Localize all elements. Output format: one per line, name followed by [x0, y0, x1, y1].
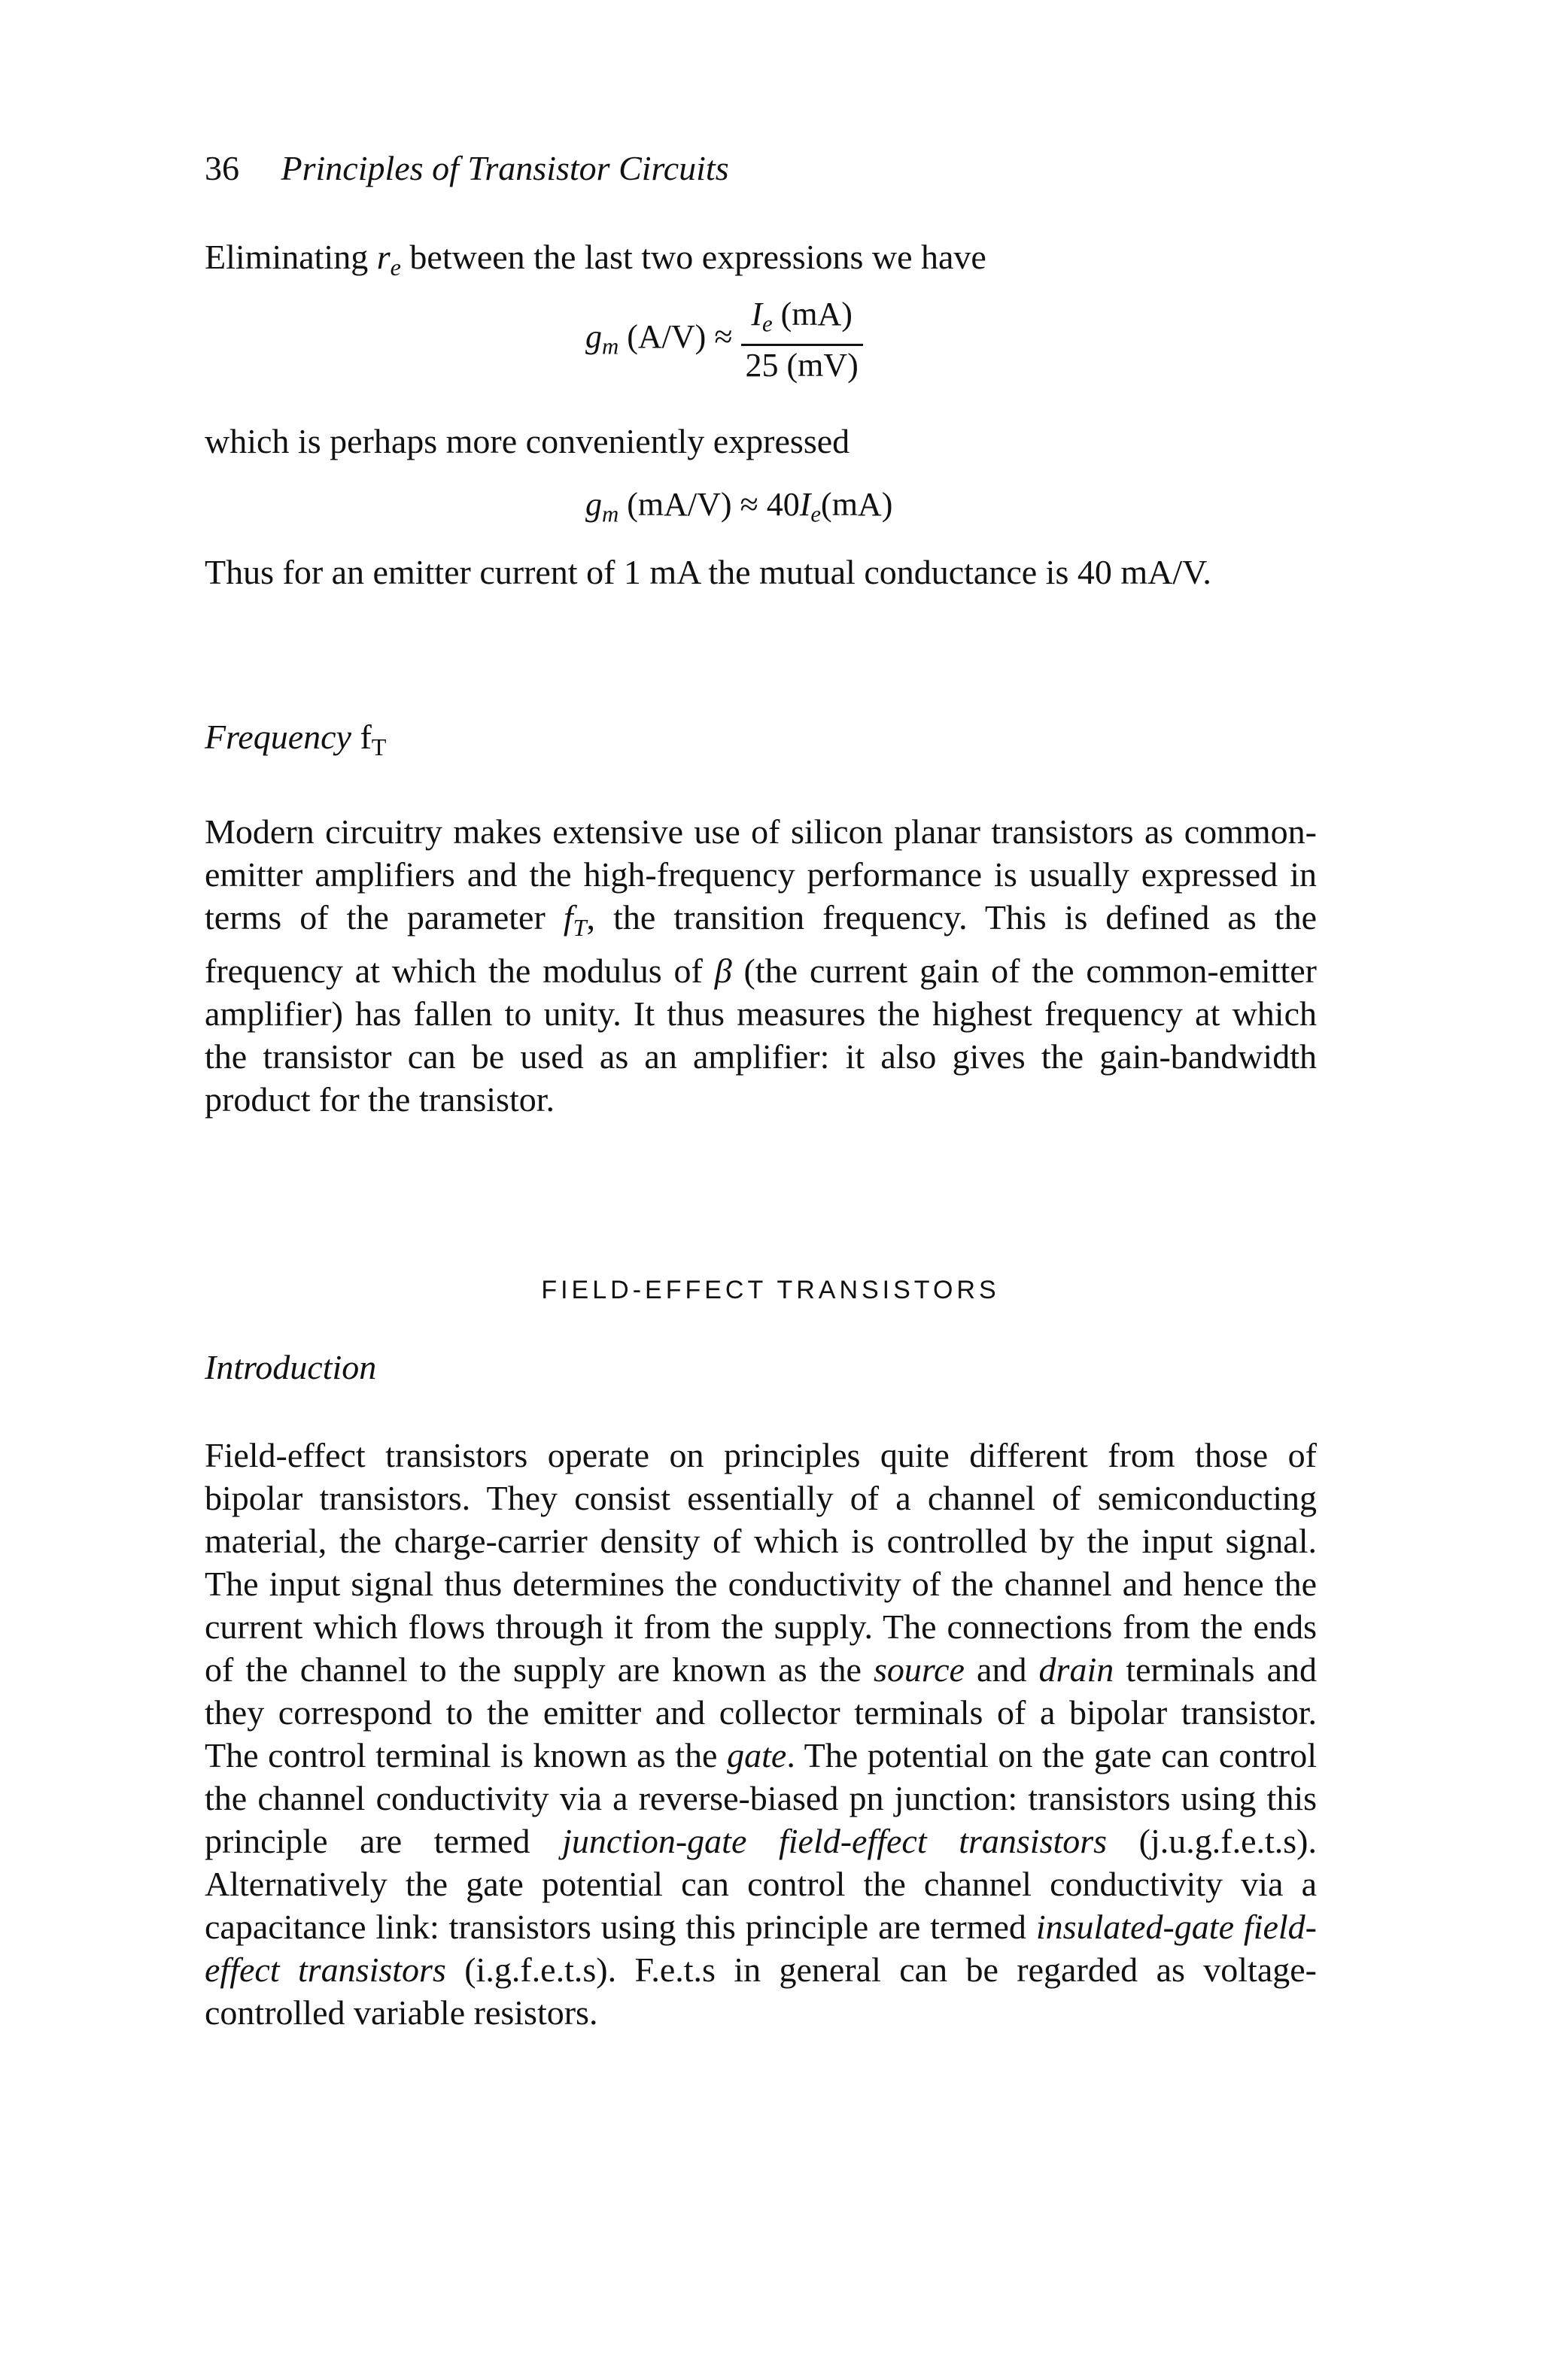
eq2-unit: (mA) — [821, 486, 893, 523]
freq-text-1: Modern circuitry makes extensive use of silicon planar transistors as common-emitter amplifiers and the high-frequency performance is usually expressed in terms of the parameter — [205, 812, 1317, 937]
freq-symbol-sub: T — [573, 914, 587, 942]
eq2-approx: ≈ — [740, 486, 758, 523]
eq1-lhs: g — [585, 317, 602, 355]
subsection-title: Introduction — [205, 1348, 377, 1386]
running-header — [205, 147, 729, 190]
freq-symbol: f — [563, 898, 573, 937]
eq2-lhs: g — [585, 486, 602, 523]
fet-text-1: Field-effect transistors operate on principles quite different from those of bipolar transistors. They consist essentially of a channel of semiconducting material, the charge-carrier density of which is controlled by the input signal. The input signal thus determines the conductivity of the channel and hence the current which flows through it from the supply. The connections from the ends of the channel to the supply are known as the — [205, 1436, 1317, 1689]
beta-symbol: β — [714, 952, 732, 991]
term-igfet: insulated-gate field-effect transistors — [205, 1908, 1317, 1989]
eq1-num-sub: e — [761, 311, 773, 337]
eq2-coef: 40 — [766, 486, 800, 523]
eq1-fraction — [741, 295, 863, 385]
section-title: FIELD-EFFECT TRANSISTORS — [541, 1276, 1000, 1304]
frequency-heading-symbol-sub: T — [371, 733, 387, 761]
frequency-paragraph — [205, 810, 1317, 1121]
eq1-lhs-unit: (A/V) — [627, 317, 707, 355]
eq1-num-unit: (mA) — [780, 296, 853, 332]
thus-paragraph: Thus for an emitter current of 1 mA the mutual conductance is 40 mA/V. — [205, 553, 1211, 591]
var-r-sub: e — [390, 253, 401, 281]
term-source: source — [874, 1650, 965, 1689]
var-r: r — [376, 238, 391, 276]
eq1-num-var: I — [751, 296, 762, 332]
equation-gm-milliamps — [585, 485, 892, 534]
page-number: 36 — [205, 149, 239, 187]
freq-text-3: (the current gain of the common-emitter amplifier) has fallen to unity. It thus measures the highest frequency at which the transistor can be used as an amplifier: it also gives the gain-bandwidth product for the transistor. — [205, 952, 1317, 1119]
freq-text-2: , the transition frequency. This is defined as the frequency at which the modulus of — [205, 898, 1317, 991]
eq2-var-sub: e — [810, 501, 822, 527]
term-gate: gate — [727, 1736, 787, 1774]
eq2-var: I — [799, 486, 811, 523]
fet-paragraph — [205, 1434, 1317, 2034]
mid-text: which is perhaps more conveniently expressed — [205, 422, 850, 460]
fet-text-2: and — [964, 1650, 1039, 1689]
eq1-approx: ≈ — [714, 317, 733, 355]
eq1-denominator: 25 (mV) — [745, 346, 859, 384]
term-jugfet: junction-gate field-effect transistors — [562, 1822, 1108, 1860]
eq1-numerator — [741, 295, 863, 346]
eq2-lhs-unit: (mA/V) — [627, 486, 732, 523]
intro-text-after: between the last two expressions we have — [409, 238, 986, 276]
fet-text-3: terminals and they correspond to the emitter and collector terminals of a bipolar transistor. The control terminal is known as the — [205, 1650, 1318, 1774]
fet-text-6: (i.g.f.e.t.s). F.e.t.s in general can be regarded as voltage-controlled variable resistors. — [205, 1950, 1317, 2032]
intro-line — [205, 235, 1317, 289]
fet-text-5: (j.u.g.f.e.t.s). Alternatively the gate potential can control the channel conductivity via a capacitance link: transistors using this principle are termed — [205, 1822, 1317, 1946]
eq2-lhs-sub: m — [602, 501, 619, 527]
frequency-heading — [205, 716, 386, 768]
fet-text-4: . The potential on the gate can control the channel conductivity via a reverse-biased pn junction: transistors using this principle are termed — [205, 1736, 1317, 1860]
running-title: Principles of Transistor Circuits — [281, 149, 729, 187]
frequency-heading-symbol: f — [360, 718, 372, 756]
eq1-lhs-sub: m — [602, 333, 619, 360]
intro-text-before: Eliminating — [205, 238, 369, 276]
frequency-heading-label: Frequency — [205, 718, 351, 756]
equation-gm-amps — [585, 295, 863, 385]
term-drain: drain — [1038, 1650, 1114, 1689]
